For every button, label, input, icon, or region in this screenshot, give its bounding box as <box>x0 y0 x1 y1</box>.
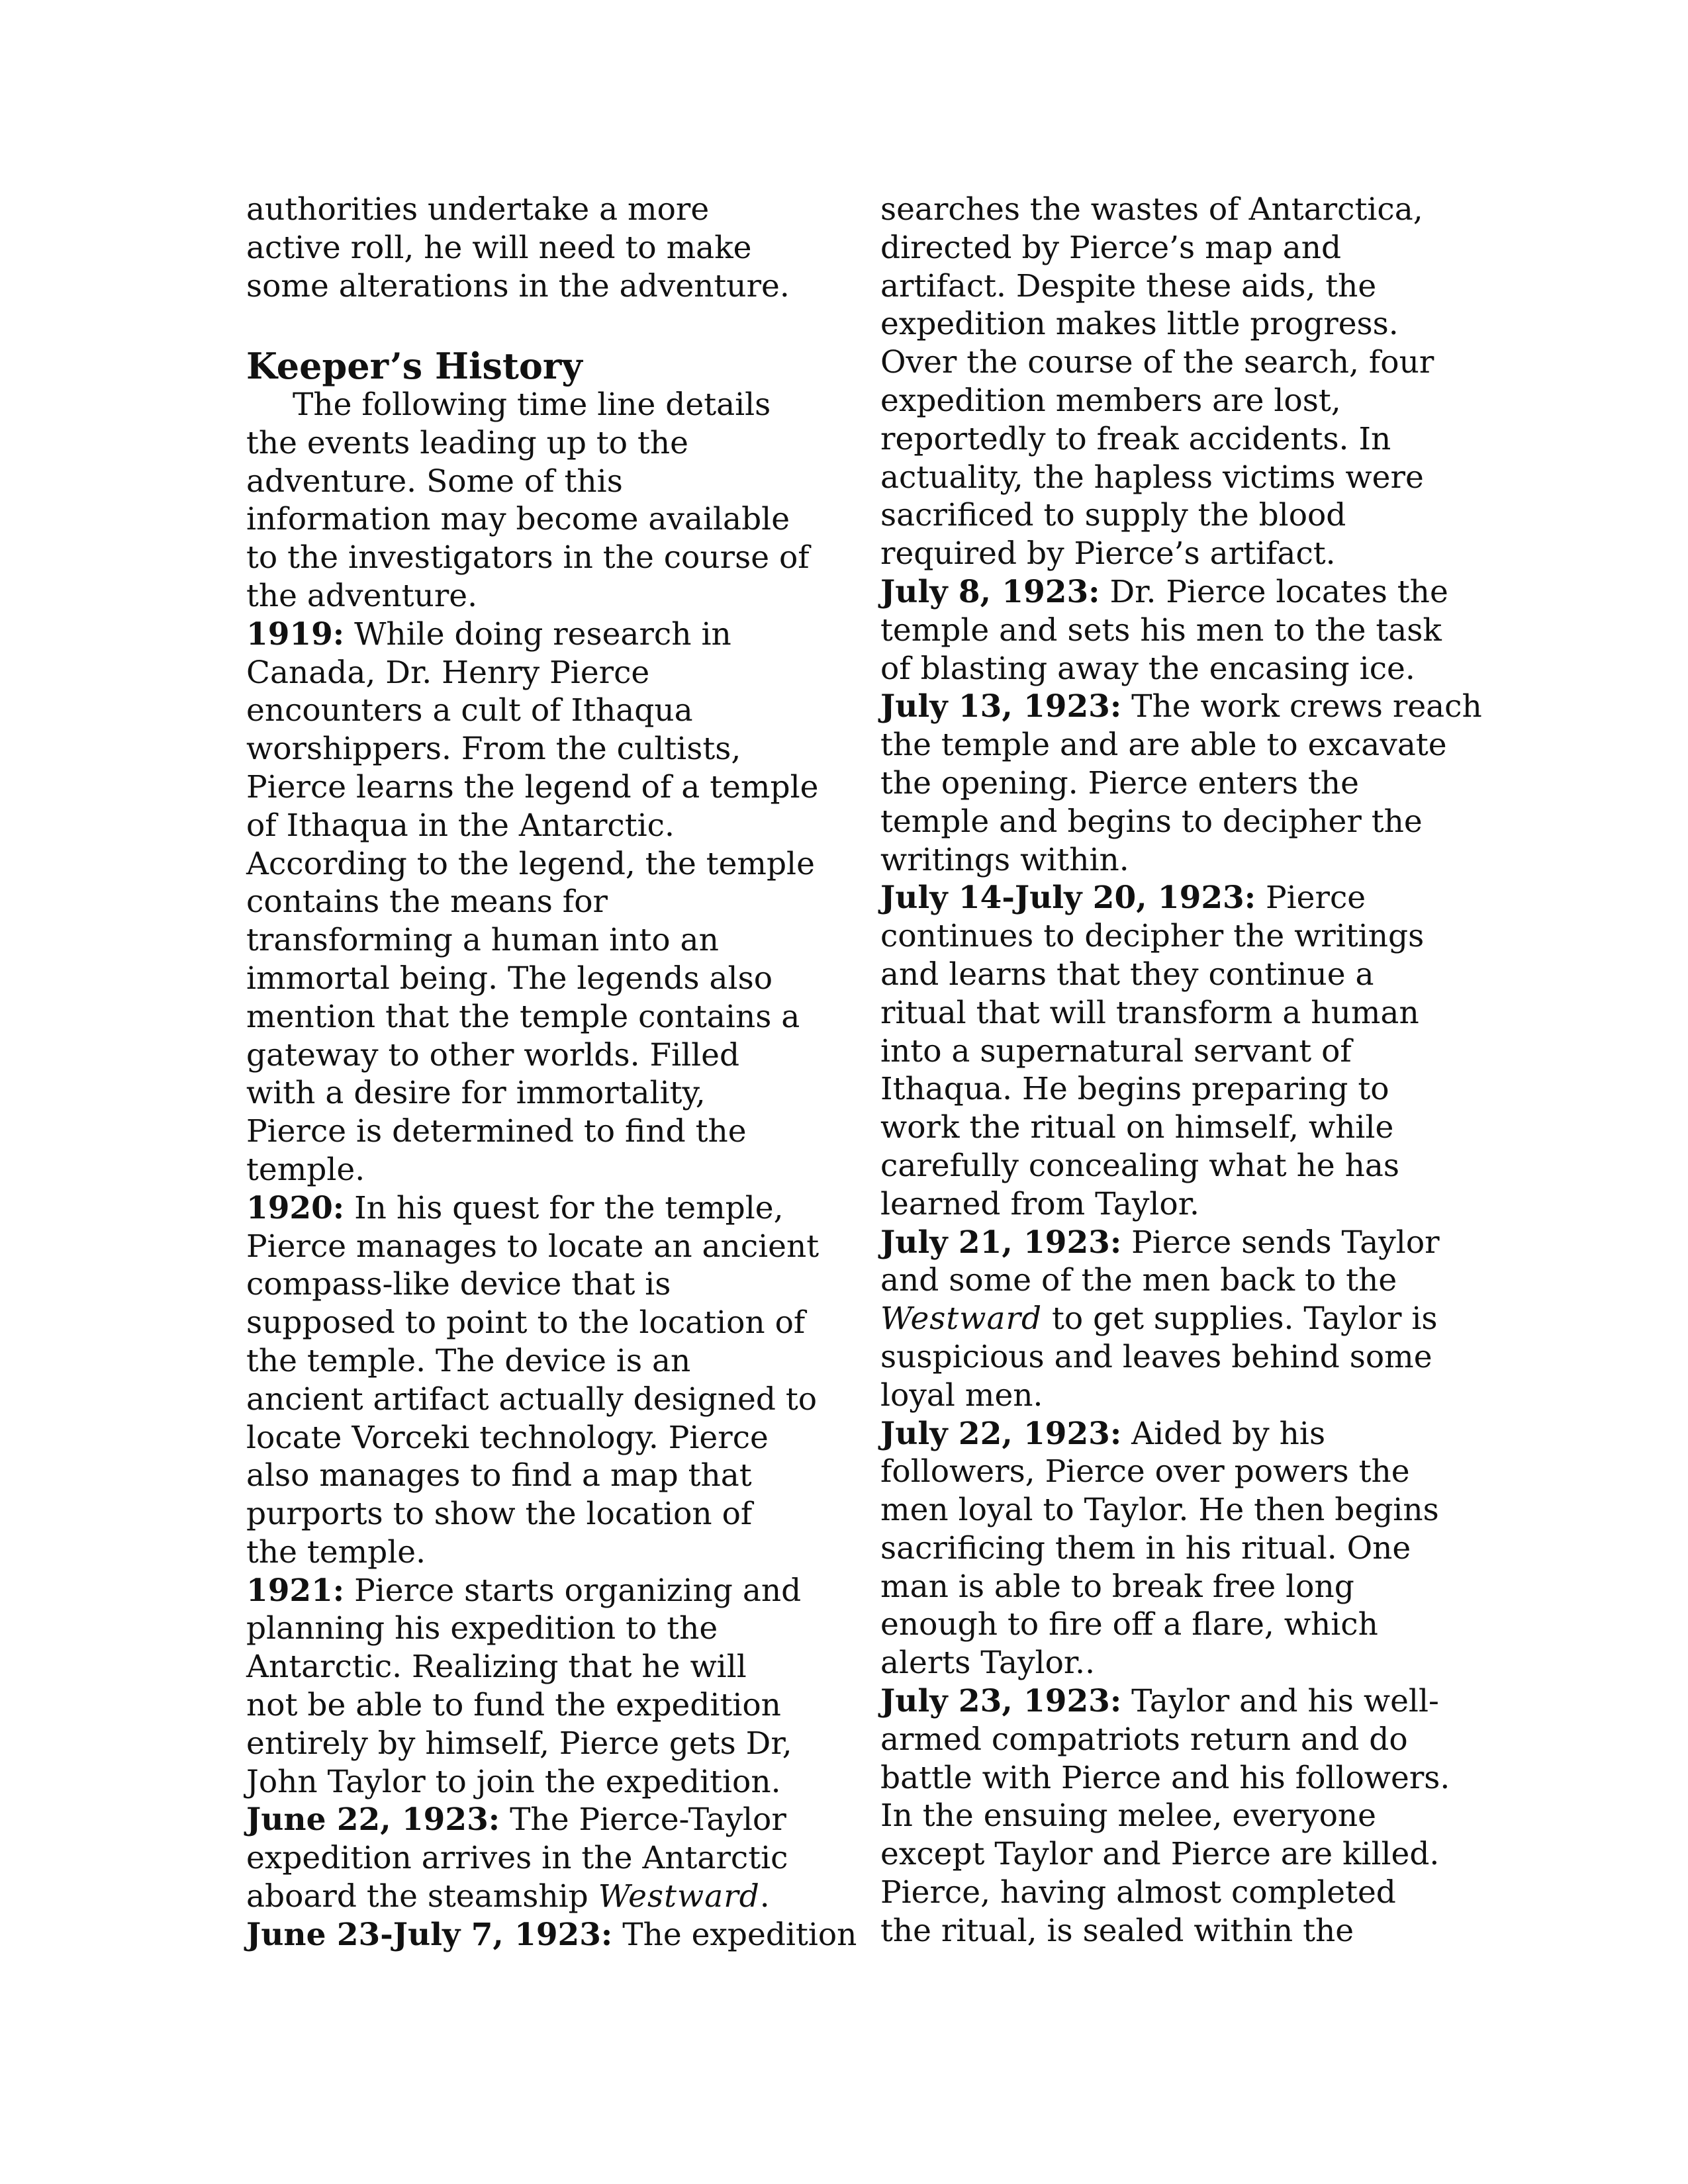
timeline-entry-1919 <box>246 615 882 654</box>
text-line: ancient artifact actually designed to <box>246 1381 818 1418</box>
entry-date: 1919: <box>246 615 345 653</box>
text-line: the temple and are able to excavate <box>880 727 1447 764</box>
text-line: with a desire for immortality, <box>246 1075 706 1112</box>
text-line: Canada, Dr. Henry Pierce <box>246 654 650 691</box>
text-line: expedition members are lost, <box>880 382 1341 419</box>
text-line: Pierce is determined to find the <box>246 1113 747 1150</box>
entry-text: Pierce <box>1256 880 1366 917</box>
timeline-entry-june-23 <box>246 1916 882 1954</box>
text-line: continues to decipher the writings <box>880 918 1425 955</box>
section-heading: Keeper’s History <box>246 345 583 388</box>
text-line: alerts Taylor.. <box>880 1645 1096 1682</box>
text-line: The following time line details <box>293 386 771 423</box>
text-line: the ritual, is sealed within the <box>880 1912 1354 1949</box>
text-line: Pierce manages to locate an ancient <box>246 1228 820 1265</box>
entry-text: Aided by his <box>1121 1415 1326 1452</box>
text-line: supposed to point to the location of <box>246 1304 806 1342</box>
entry-text: The work crews reach <box>1121 688 1482 725</box>
timeline-entry-july-8 <box>880 573 1503 612</box>
text-line: Ithaqua. He begins preparing to <box>880 1071 1389 1108</box>
text-line: sacrificed to supply the blood <box>880 497 1346 534</box>
text-line: carefully concealing what he has <box>880 1147 1400 1184</box>
left-column <box>246 191 882 1954</box>
text-line: planning his expedition to the <box>246 1610 718 1647</box>
entry-text: The Pierce-Taylor <box>500 1801 786 1839</box>
text-line: information may become available <box>246 501 790 538</box>
text-line: ritual that will transform a human <box>880 994 1419 1031</box>
entry-text: to get supplies. Taylor is <box>1042 1300 1438 1338</box>
text-line: required by Pierce’s artifact. <box>880 535 1336 572</box>
text-line: authorities undertake a more <box>246 191 710 228</box>
text-line: In the ensuing melee, everyone <box>880 1797 1376 1835</box>
text-line: of blasting away the encasing ice. <box>880 650 1415 687</box>
entry-text: . <box>759 1878 770 1915</box>
paragraph-gap <box>246 305 882 343</box>
text-line: followers, Pierce over powers the <box>880 1453 1410 1490</box>
text-line: compass-like device that is <box>246 1266 671 1303</box>
entry-text: Dr. Pierce locates the <box>1100 573 1448 610</box>
text-line: According to the legend, the temple <box>246 845 815 882</box>
text-line: writings within. <box>880 841 1129 878</box>
text-line: learned from Taylor. <box>880 1185 1199 1222</box>
entry-date: July 21, 1923: <box>880 1224 1122 1261</box>
text-line: and learns that they continue a <box>880 956 1374 993</box>
entry-date: June 23-July 7, 1923: <box>246 1916 613 1953</box>
timeline-entry-1920 <box>246 1189 882 1228</box>
text-line: entirely by himself, Pierce gets Dr, <box>246 1725 792 1762</box>
timeline-entry-1921 <box>246 1572 882 1610</box>
text-line: not be able to fund the expedition <box>246 1687 781 1724</box>
text-line: into a supernatural servant of <box>880 1032 1352 1069</box>
entry-text: In his quest for the temple, <box>344 1189 784 1226</box>
text-line: the temple. The device is an <box>246 1342 691 1379</box>
text-line: also manages to find a map that <box>246 1457 752 1494</box>
text-line: encounters a cult of Ithaqua <box>246 692 693 729</box>
text-line: Pierce, having almost completed <box>880 1874 1396 1911</box>
text-line: expedition makes little progress. <box>880 306 1399 343</box>
entry-text: Pierce sends Taylor <box>1121 1224 1440 1261</box>
text-line: battle with Pierce and his followers. <box>880 1759 1450 1796</box>
text-line: John Taylor to join the expedition. <box>246 1763 781 1800</box>
text-line: sacrificing them in his ritual. One <box>880 1529 1411 1567</box>
entry-date: July 23, 1923: <box>880 1683 1122 1720</box>
text-line: active roll, he will need to make <box>246 229 752 266</box>
text-line: loyal men. <box>880 1377 1043 1414</box>
text-line <box>246 1878 882 1916</box>
text-line: locate Vorceki technology. Pierce <box>246 1419 769 1456</box>
timeline-entry-july-21 <box>880 1224 1503 1262</box>
text-line: purports to show the location of <box>246 1496 753 1533</box>
text-line: except Taylor and Pierce are killed. <box>880 1836 1440 1873</box>
text-line: adventure. Some of this <box>246 463 623 500</box>
text-line: Antarctic. Realizing that he will <box>246 1649 747 1686</box>
entry-date: July 13, 1923: <box>880 688 1122 725</box>
entry-date: June 22, 1923: <box>246 1801 500 1839</box>
text-line: Pierce learns the legend of a temple <box>246 768 819 805</box>
text-line: the adventure. <box>246 577 478 614</box>
text-line: mention that the temple contains a <box>246 998 800 1035</box>
text-line: armed compatriots return and do <box>880 1721 1408 1758</box>
text-line: transforming a human into an <box>246 922 719 959</box>
text-line: some alterations in the adventure. <box>246 267 790 304</box>
text-line: gateway to other worlds. Filled <box>246 1036 740 1073</box>
entry-text: Taylor and his well- <box>1121 1683 1439 1720</box>
text-line: men loyal to Taylor. He then begins <box>880 1492 1439 1529</box>
text-line: of Ithaqua in the Antarctic. <box>246 807 675 844</box>
timeline-entry-july-14-20 <box>880 879 1503 917</box>
entry-date: 1921: <box>246 1572 345 1609</box>
text-line: searches the wastes of Antarctica, <box>880 191 1423 228</box>
text-line: expedition arrives in the Antarctic <box>246 1840 788 1877</box>
text-line: artifact. Despite these aids, the <box>880 267 1377 304</box>
ship-name: Westward <box>598 1878 760 1915</box>
entry-date: 1920: <box>246 1189 345 1226</box>
text-line: the opening. Pierce enters the <box>880 764 1359 801</box>
text-line: and some of the men back to the <box>880 1262 1397 1299</box>
entry-date: July 22, 1923: <box>880 1415 1122 1452</box>
text-line: suspicious and leaves behind some <box>880 1338 1432 1375</box>
entry-date: July 14-July 20, 1923: <box>880 880 1256 917</box>
timeline-entry-july-22 <box>880 1415 1503 1453</box>
text-line: temple and sets his men to the task <box>880 612 1442 649</box>
text-line: actuality, the hapless victims were <box>880 459 1424 496</box>
text-line: to the investigators in the course of <box>246 539 810 576</box>
text-line: work the ritual on himself, while <box>880 1109 1394 1146</box>
text-line: directed by Pierce’s map and <box>880 229 1342 266</box>
text-line <box>880 1300 1503 1338</box>
entry-date: July 8, 1923: <box>880 573 1100 610</box>
text-line: temple and begins to decipher the <box>880 803 1423 840</box>
text-line: enough to fire off a flare, which <box>880 1606 1378 1643</box>
text-line: worshippers. From the cultists, <box>246 731 741 768</box>
timeline-entry-july-13 <box>880 688 1503 726</box>
text-line: Over the course of the search, four <box>880 344 1434 381</box>
text-line: immortal being. The legends also <box>246 960 773 997</box>
text-line: man is able to break free long <box>880 1568 1354 1605</box>
text-line: temple. <box>246 1151 365 1188</box>
ship-name: Westward <box>880 1300 1043 1338</box>
entry-text: aboard the steamship <box>246 1878 598 1915</box>
right-column <box>880 191 1503 1950</box>
text-line: reportedly to freak accidents. In <box>880 420 1391 457</box>
timeline-entry-july-23 <box>880 1682 1503 1721</box>
text-line: the temple. <box>246 1533 426 1570</box>
text-line: contains the means for <box>246 884 608 921</box>
entry-text: Pierce starts organizing and <box>344 1572 802 1609</box>
text-line: the events leading up to the <box>246 424 688 461</box>
timeline-entry-june-22 <box>246 1801 882 1839</box>
entry-text: While doing research in <box>344 615 731 653</box>
entry-text: The expedition <box>612 1916 857 1953</box>
